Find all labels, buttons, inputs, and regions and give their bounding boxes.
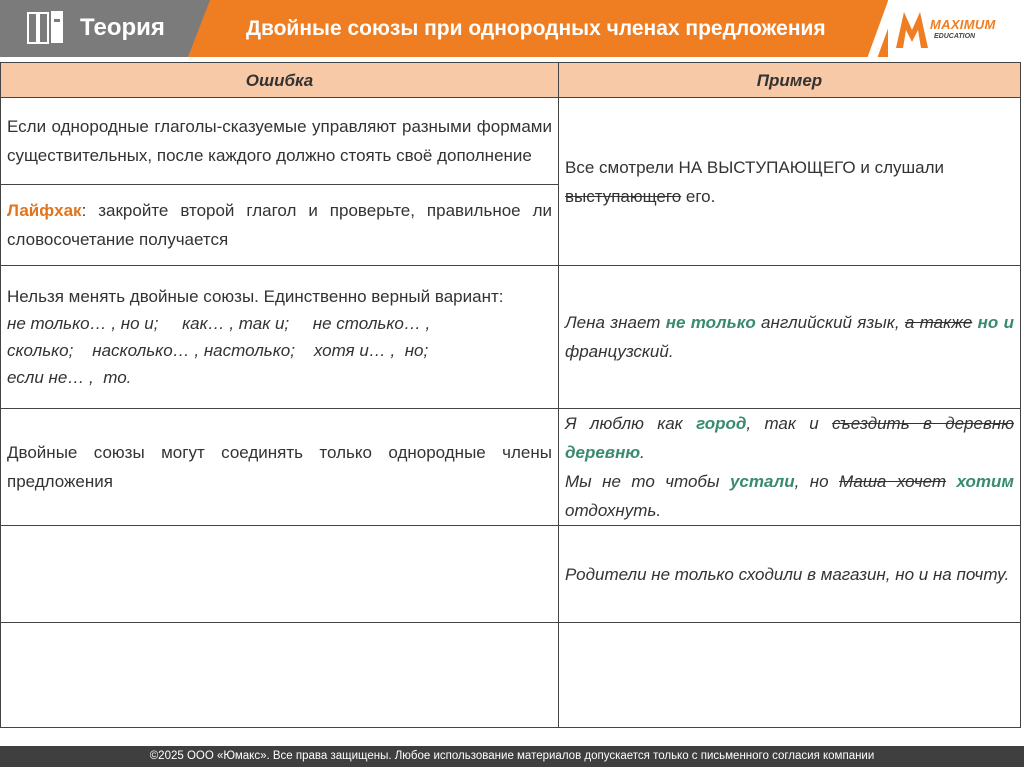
logo-text: MAXIMUM (930, 17, 996, 32)
section-label: Теория (80, 14, 165, 41)
example-text: отдохнуть. (565, 501, 662, 520)
section-block (0, 0, 188, 57)
correct-word: хотим (956, 472, 1014, 491)
example-cell (559, 98, 1021, 266)
column-header-example: Пример (559, 63, 1021, 98)
crossed-out-word: Маша хочет (839, 472, 947, 491)
logo-subtext: EDUCATION (934, 33, 976, 40)
example-text: , но (794, 472, 840, 491)
lifehack-cell (1, 185, 559, 266)
example-text (946, 472, 956, 491)
conjunction-list-line: если не… , то. (7, 368, 132, 387)
rule-cell (1, 266, 559, 409)
example-text: французский. (565, 342, 674, 361)
slide-title: Двойные союзы при однородных членах предложения (246, 17, 826, 40)
rule-cell: Двойные союзы могут соединять только однородные члены предложения (1, 409, 559, 526)
rules-table (0, 62, 1021, 728)
example-cell (559, 409, 1021, 526)
books-icon (26, 10, 66, 46)
example-cell (559, 266, 1021, 409)
copyright-footer: ©2025 ООО «Юмакс». Все права защищены. Любое использование материалов допускается только с письменного согласия компании (0, 746, 1024, 767)
empty-cell (1, 623, 559, 728)
table-header-row (1, 63, 1021, 98)
table-row (1, 409, 1021, 526)
example-text: Все смотрели НА ВЫСТУПАЮЩЕГО и слушали (565, 157, 945, 177)
lifehack-label: Лайфхак (7, 201, 82, 220)
table-row (1, 98, 1021, 185)
example-text: , так и (746, 414, 833, 433)
example-text: Лена знает (565, 313, 666, 332)
title-band (188, 0, 888, 57)
table-row (1, 623, 1021, 728)
logo-m-icon (894, 8, 930, 50)
crossed-out-word: съездить в деревню (832, 414, 1014, 433)
example-text: . (640, 443, 645, 462)
empty-cell (1, 526, 559, 623)
table-row (1, 266, 1021, 409)
example-text: Мы не то чтобы (565, 472, 730, 491)
correct-conjunction: не только (665, 313, 756, 332)
correct-conjunction: но и (977, 313, 1014, 332)
slide-header (0, 0, 1024, 57)
conjunction-list-line: не только… , но и; как… , так и; не столько… , (7, 314, 431, 333)
rule-cell: Если однородные глаголы-сказуемые управляют разными формами существительных, после каждого должно стоять своё дополнение (1, 98, 559, 185)
table-row (1, 526, 1021, 623)
example-cell: Родители не только сходили в магазин, но и на почту. (559, 526, 1021, 623)
example-text: английский язык, (755, 313, 905, 332)
maximum-logo (890, 5, 1020, 53)
crossed-out-word: а также (904, 313, 973, 332)
correct-word: устали (729, 472, 795, 491)
example-text: его. (681, 186, 716, 206)
column-header-error: Ошибка (1, 63, 559, 98)
correct-word: город (696, 414, 747, 433)
example-sentence (565, 409, 1014, 467)
lifehack-text: : закройте второй глагол и проверьте, правильное ли словосочетание получается (7, 201, 552, 249)
conjunction-list-line: сколько; насколько… , настолько; хотя и… , но; (7, 341, 429, 360)
correct-word: деревню (565, 443, 641, 462)
empty-cell (559, 623, 1021, 728)
rule-text: Нельзя менять двойные союзы. Единственно верный вариант: (7, 287, 504, 306)
crossed-out-word: выступающего (565, 186, 682, 206)
example-text: Я люблю как (565, 414, 697, 433)
example-sentence (565, 467, 1014, 525)
